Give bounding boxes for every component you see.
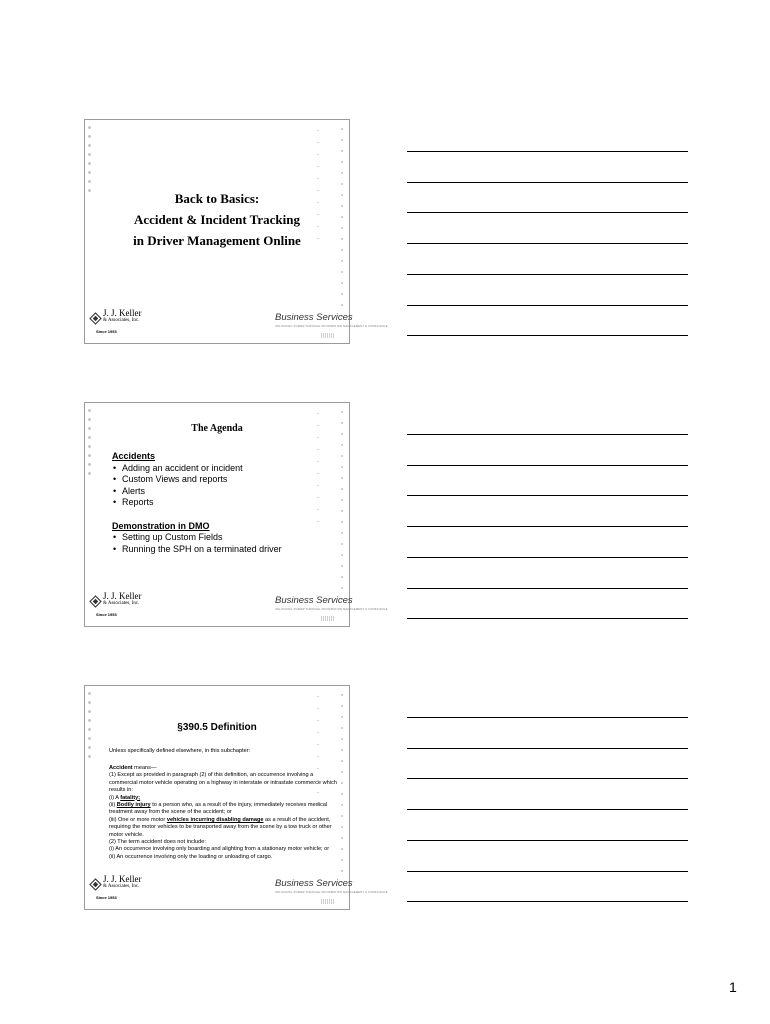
agenda-item: • Alerts (112, 486, 282, 498)
note-line (407, 305, 688, 306)
dot (317, 485, 319, 486)
dot (341, 760, 343, 762)
slide-agenda (84, 402, 388, 627)
logo-name: J. J. Keller (103, 308, 142, 318)
dot (88, 162, 91, 165)
dot (341, 282, 343, 284)
dot (341, 532, 343, 534)
dot (341, 172, 343, 174)
dot (341, 411, 343, 413)
logo-since: Since 1953 (96, 895, 117, 900)
note-line (407, 434, 688, 435)
definition-line: Accident means— (109, 765, 157, 771)
note-line (407, 840, 688, 841)
dot (341, 499, 343, 501)
definition-line: (2) The term accident does not include: (109, 839, 206, 846)
slide-title (84, 119, 388, 344)
dot (317, 509, 319, 510)
fatality-term: fatality; (120, 794, 141, 801)
logo-subtitle: & Associates, Inc. (103, 318, 140, 323)
dot (341, 150, 343, 152)
note-line (407, 151, 688, 152)
logo-since: Since 1953 (96, 612, 117, 617)
dot (341, 716, 343, 718)
dot (341, 521, 343, 523)
slide-definition (84, 685, 388, 910)
dot (341, 705, 343, 707)
dot (88, 746, 91, 749)
dot (317, 461, 319, 462)
dot (341, 771, 343, 773)
logo-name: J. J. Keller (103, 874, 142, 884)
dot (88, 409, 91, 412)
dot (341, 804, 343, 806)
definition-line: (ii) Bodily injury to a person who, as a result of the injury, immediately receives medical treatment away from the scene of the accident; or (109, 802, 328, 816)
dot (341, 826, 343, 828)
keller-emblem-icon (90, 313, 101, 324)
note-line (407, 335, 688, 336)
dot (317, 756, 319, 757)
left-decoration (88, 126, 93, 192)
dot (317, 708, 319, 709)
dot (88, 472, 91, 475)
left-decoration (88, 409, 93, 475)
dot (341, 694, 343, 696)
dot (88, 710, 91, 713)
note-line (407, 901, 688, 902)
dot (341, 139, 343, 141)
note-line (407, 243, 688, 244)
dot (88, 171, 91, 174)
jj-keller-logo (90, 874, 150, 904)
dot (341, 859, 343, 861)
keller-emblem-icon (90, 879, 101, 890)
dot (341, 260, 343, 262)
dot (341, 304, 343, 306)
agenda-item: • Setting up Custom Fields (112, 532, 282, 544)
definition-line: (i) An occurrence involving only boarding and alighting from a stationary motor vehicle; or (109, 846, 330, 853)
dot (88, 463, 91, 466)
note-line (407, 212, 688, 213)
dot (88, 692, 91, 695)
title-line: in Driver Management Online (133, 233, 301, 248)
dot (341, 749, 343, 751)
dot (317, 154, 319, 155)
dot (341, 271, 343, 273)
note-line (407, 809, 688, 810)
dot (88, 445, 91, 448)
dot (341, 565, 343, 567)
dot (317, 720, 319, 721)
dot (317, 696, 319, 697)
keller-emblem-icon (90, 596, 101, 607)
note-line (407, 526, 688, 527)
note-line (407, 274, 688, 275)
slide-title-text (85, 188, 349, 251)
title-line: Accident & Incident Tracking (134, 212, 300, 227)
dot (88, 737, 91, 740)
dot (317, 142, 319, 143)
note-line (407, 182, 688, 183)
logo-subtitle: & Associates, Inc. (103, 884, 140, 889)
dot (341, 455, 343, 457)
note-line (407, 717, 688, 718)
accident-term: Accident (109, 765, 133, 771)
dot (341, 576, 343, 578)
brand-barcode-icon (321, 333, 335, 338)
dot (341, 488, 343, 490)
dot (341, 837, 343, 839)
dot (341, 793, 343, 795)
dot (317, 473, 319, 474)
definition-line: (ii) An occurrence involving only the loading or unloading of cargo. (109, 853, 273, 860)
agenda-heading: Accidents (112, 451, 156, 461)
definition-line: (iii) One or more motor vehicles incurring disabling damage as a result of the accident, requiring the motor vehicles to be transported away from the scene by a tow truck or other motor vehicle. (109, 816, 332, 838)
brand-tagline: UNLOCKING POWER THROUGH INFORMATION MANAGEMENT & COMPLIANCE (275, 891, 388, 894)
dot (341, 183, 343, 185)
jj-keller-logo (90, 591, 150, 621)
dot (341, 161, 343, 163)
dot (317, 413, 319, 414)
agenda-item: • Reports (112, 497, 282, 509)
dot (341, 444, 343, 446)
dot (341, 782, 343, 784)
dot (88, 126, 91, 129)
note-line (407, 778, 688, 779)
definition-line: (1) Except as provided in paragraph (2) of this definition, an occurrence involving a commercial motor vehicle operating on a highway in interstate or intrastate commerce which results in: (109, 772, 337, 794)
note-line (407, 588, 688, 589)
logo-name: J. J. Keller (103, 591, 142, 601)
dot (341, 128, 343, 130)
brand-tagline: UNLOCKING POWER THROUGH INFORMATION MANAGEMENT & COMPLIANCE (275, 325, 388, 328)
dot (88, 436, 91, 439)
logo-since: Since 1953 (96, 329, 117, 334)
agenda-item: • Custom Views and reports (112, 474, 282, 486)
disabling-damage-term: vehicles incurring disabling damage (166, 816, 264, 823)
dot (341, 477, 343, 479)
logo-subtitle: & Associates, Inc. (103, 601, 140, 606)
dot (341, 738, 343, 740)
note-line (407, 465, 688, 466)
dot (317, 521, 319, 522)
definition-line: (i) A fatality; (109, 794, 141, 801)
dot (341, 554, 343, 556)
dot (341, 815, 343, 817)
note-line (407, 618, 688, 619)
dot (88, 418, 91, 421)
dot (88, 701, 91, 704)
dot (317, 178, 319, 179)
agenda-list (112, 451, 282, 555)
dot (341, 466, 343, 468)
agenda-heading: Demonstration in DMO (112, 520, 210, 531)
business-services-brand: Business Services (275, 595, 353, 606)
dot (317, 744, 319, 745)
dot (341, 510, 343, 512)
brand-tagline: UNLOCKING POWER THROUGH INFORMATION MANAGEMENT & COMPLIANCE (275, 608, 388, 611)
dot (341, 870, 343, 872)
bodily-injury-term: Bodily injury (116, 802, 151, 809)
agenda-item: • Adding an accident or incident (112, 463, 282, 475)
dot (341, 587, 343, 589)
dot (341, 543, 343, 545)
page-number: 1 (729, 979, 737, 995)
dot (88, 135, 91, 138)
jj-keller-logo (90, 308, 150, 338)
dot (88, 755, 91, 758)
brand-barcode-icon (321, 616, 335, 621)
definition-body (109, 765, 341, 861)
note-line (407, 557, 688, 558)
dot (341, 293, 343, 295)
agenda-items (112, 532, 282, 555)
dot (317, 437, 319, 438)
dot (88, 153, 91, 156)
business-services-brand: Business Services (275, 878, 353, 889)
agenda-item: • Running the SPH on a terminated driver (112, 544, 282, 556)
brand-barcode-icon (321, 899, 335, 904)
definition-title: §390.5 Definition (177, 722, 257, 733)
title-line: Back to Basics: (174, 191, 260, 206)
note-line (407, 748, 688, 749)
right-decoration (341, 411, 345, 600)
dot (317, 130, 319, 131)
note-line (407, 495, 688, 496)
note-line (407, 871, 688, 872)
agenda-title: The Agenda (191, 423, 243, 434)
dot (317, 166, 319, 167)
agenda-items (112, 463, 282, 509)
dot (341, 848, 343, 850)
business-services-brand: Business Services (275, 312, 353, 323)
dot (88, 454, 91, 457)
dot (317, 449, 319, 450)
dot (317, 497, 319, 498)
dot (88, 180, 91, 183)
definition-intro: Unless specifically defined elsewhere, in this subchapter: (109, 748, 251, 754)
dot (88, 144, 91, 147)
